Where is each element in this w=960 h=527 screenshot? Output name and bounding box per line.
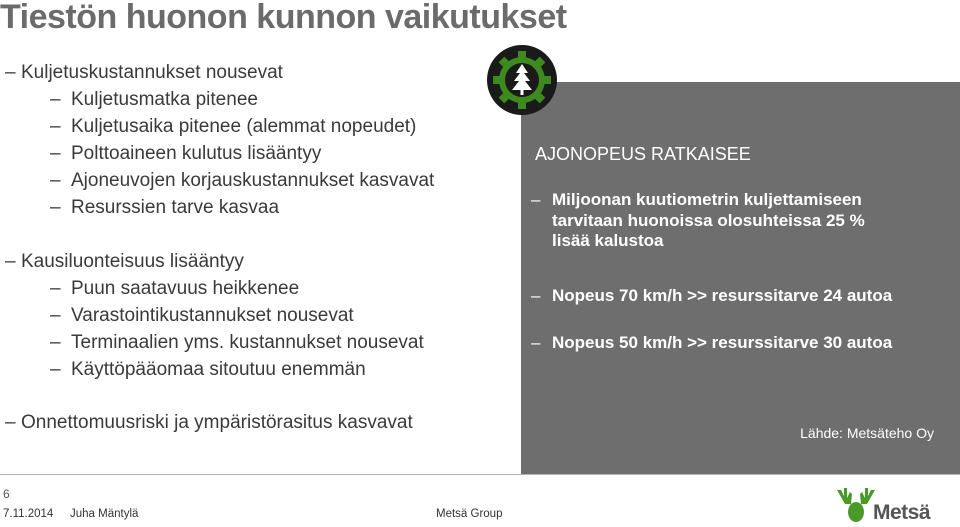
- sub-bullet-text: Käyttöpääomaa sitoutuu enemmän: [71, 359, 366, 380]
- panel-point: – Nopeus 70 km/h >> resurssitarve 24 autoa: [531, 286, 893, 305]
- panel-point-line: tarvitaan huonoissa olosuhteissa 25 %: [552, 210, 865, 230]
- sub-bullet-item: – Kuljetusaika pitenee (alemmat nopeudet): [50, 116, 417, 137]
- sub-bullet-text: Ajoneuvojen korjauskustannukset kasvavat: [71, 170, 435, 191]
- slide-title: Tiestön huonon kunnon vaikutukset: [0, 0, 567, 36]
- footer-company: Metsä Group: [436, 508, 503, 520]
- sub-bullet-item: – Polttoaineen kulutus lisääntyy: [50, 143, 322, 164]
- bullet-item: – Onnettomuusriski ja ympäristörasitus kasvavat: [5, 412, 413, 433]
- panel-point: – Nopeus 50 km/h >> resurssitarve 30 autoa: [531, 333, 893, 352]
- bullet-item: – Kausiluonteisuus lisääntyy: [5, 251, 244, 272]
- sub-bullet-text: Kuljetusmatka pitenee: [71, 89, 258, 110]
- page-number: 6: [3, 487, 10, 501]
- sub-bullet-item: – Puun saatavuus heikkenee: [50, 278, 300, 299]
- bullet-text: Kausiluonteisuus lisääntyy: [21, 251, 244, 272]
- bullet-item: – Kuljetuskustannukset nousevat: [5, 62, 283, 83]
- bullet-list: [0, 0, 520, 440]
- sub-bullet-text: Resurssien tarve kasvaa: [71, 197, 280, 218]
- brand-wordmark: Metsä: [873, 501, 931, 524]
- footer-date: 7.11.2014: [3, 508, 54, 520]
- sub-bullet-item: – Ajoneuvojen korjauskustannukset kasvavat: [50, 170, 435, 191]
- panel-point-line: lisää kalustoa: [552, 231, 664, 250]
- footer-divider: [0, 474, 960, 475]
- sub-bullet-item: – Kuljetusmatka pitenee: [50, 89, 258, 110]
- sub-bullet-item: – Resurssien tarve kasvaa: [50, 197, 280, 218]
- sub-bullet-item: – Käyttöpääomaa sitoutuu enemmän: [50, 359, 366, 380]
- bullet-text: Onnettomuusriski ja ympäristörasitus kasvavat: [21, 412, 413, 433]
- footer-author: Juha Mäntylä: [70, 508, 139, 520]
- highlight-panel: [521, 82, 960, 474]
- panel-point-line: Nopeus 70 km/h >> resurssitarve 24 autoa: [552, 286, 893, 305]
- sub-bullet-item: – Terminaalien yms. kustannukset nousevat: [50, 332, 424, 353]
- panel-point-line: Miljoonan kuutiometrin kuljettamiseen: [552, 190, 862, 209]
- panel-heading: AJONOPEUS RATKAISEE: [535, 144, 751, 164]
- gear-tree-icon: [487, 45, 557, 115]
- bullet-text: Kuljetuskustannukset nousevat: [21, 62, 283, 83]
- sub-bullet-text: Terminaalien yms. kustannukset nousevat: [71, 332, 424, 353]
- sub-bullet-text: Kuljetusaika pitenee (alemmat nopeudet): [71, 116, 417, 137]
- sub-bullet-text: Polttoaineen kulutus lisääntyy: [71, 143, 322, 164]
- sub-bullet-text: Varastointikustannukset nousevat: [71, 305, 354, 326]
- sub-bullet-text: Puun saatavuus heikkenee: [71, 278, 300, 299]
- sub-bullet-item: – Varastointikustannukset nousevat: [50, 305, 354, 326]
- panel-point: – Miljoonan kuutiometrin kuljettamiseen tarvitaan huonoissa olosuhteissa 25 % lisää kalustoa: [531, 190, 865, 250]
- panel-point-line: Nopeus 50 km/h >> resurssitarve 30 autoa: [552, 333, 893, 352]
- source-note: Lähde: Metsäteho Oy: [800, 425, 934, 441]
